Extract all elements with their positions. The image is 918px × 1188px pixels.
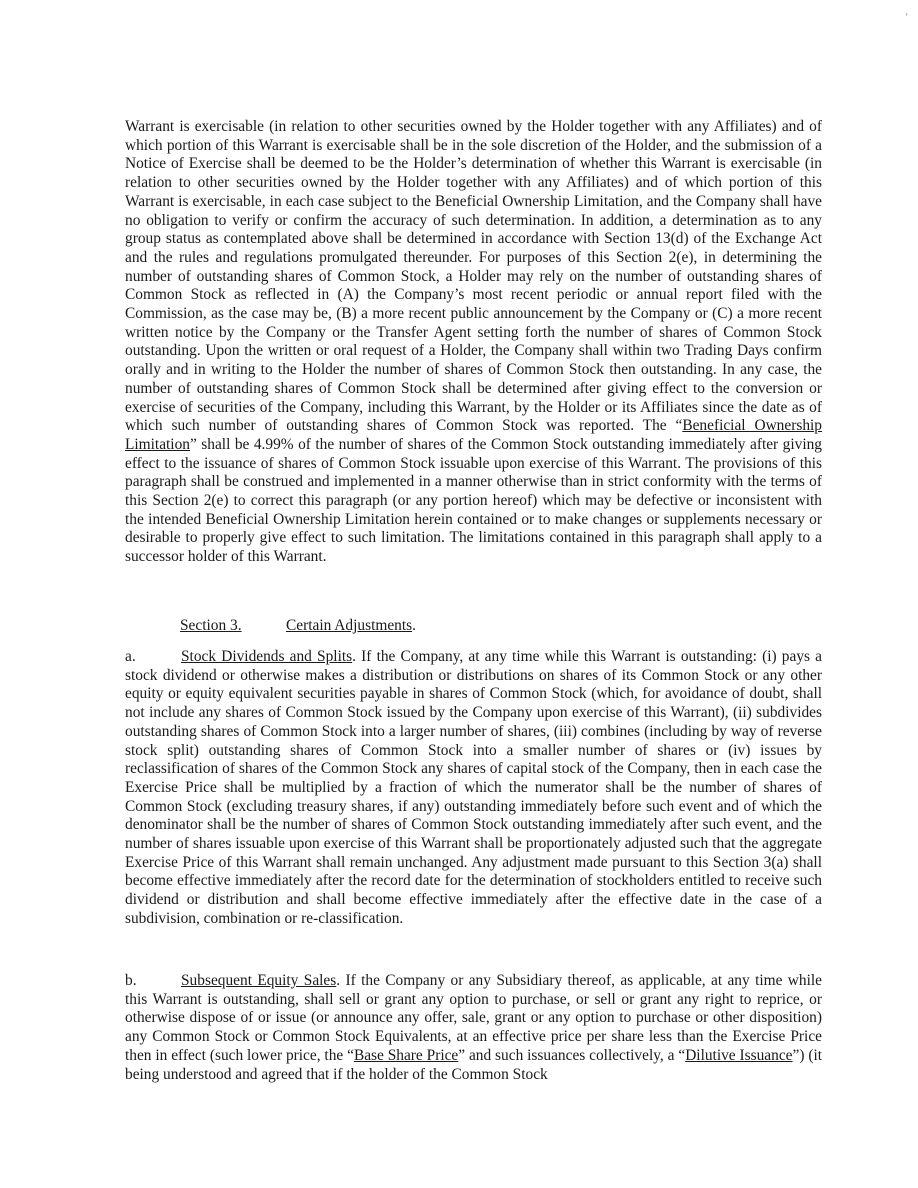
paragraph-text: Warrant is exercisable (in relation to other securities owned by the Holder together with any Affiliates) and of which portion of this Warrant is exercisable shall be in the sole discretion of the Holder, and the submission of a Notice of Exercise shall be deemed to be the Holder’s determination of whether this Warrant is exercisable (in relation to other securities owned by the Holder together with any Affiliates) and of which portion of this Warrant is exercisable, in each case subject to the Beneficial Ownership Limitation, and the Company shall have no obligation to verify or confirm the accuracy of such determination. In addition, a determination as to any group status as contemplated above shall be determined in accordance with Section 13(d) of the Exchange Act and the rules and regulations promulgated thereunder. For purposes of this Section 2(e), in determining the number of outstanding shares of Common Stock, a Holder may rely on the number of outstanding shares of Common Stock as reflected in (A) the Company’s most recent periodic or annual report filed with the Commission, as the case may be, (B) a more recent public announcement by the Company or (C) a more recent written notice by the Company or the Transfer Agent setting forth the number of shares of Common Stock outstanding. Upon the written or oral request of a Holder, the Company shall within two Trading Days confirm orally and in writing to the Holder the number of shares of Common Stock then outstanding. In any case, the number of outstanding shares of Common Stock shall be determined after giving effect to the conversion or exercise of securities of the Company, including this Warrant, by the Holder or its Affiliates since the date as of which such number of outstanding shares of Common Stock was reported. The “: [125, 118, 822, 435]
item-text: If the Company, at any time while this Warrant is outstanding: (i) pays a stock dividend or otherwise makes a distribution or distributions on shares of its Common Stock or any other equity or equity equivalent securities payable in shares of Common Stock (which, for avoidance of doubt, shall not include any shares of Common Stock issued by the Company upon exercise of this Warrant), (ii) subdivides outstanding shares of Common Stock into a larger number of shares, (iii) combines (including by way of reverse stock split) outstanding shares of Common Stock into a smaller number of shares or (iv) issues by reclassification of shares of the Common Stock any shares of capital stock of the Company, then in each case the Exercise Price shall be multiplied by a fraction of which the numerator shall be the number of shares of Common Stock (excluding treasury shares, if any) outstanding immediately before such event and of which the denominator shall be the number of shares of Common Stock outstanding immediately after such event, and the number of shares issuable upon exercise of this Warrant shall be proportionately adjusted such that the aggregate Exercise Price of this Warrant shall remain unchanged. Any adjustment made pursuant to this Section 3(a) shall become effective immediately after the record date for the determination of stockholders entitled to receive such dividend or distribution and shall become effective immediately after the effective date in the case of a subdivision, combination or re-classification.: [125, 648, 822, 927]
item-text-continued: ” and such issuances collectively, a “: [458, 1046, 686, 1064]
section-title: Certain Adjustments: [286, 617, 413, 634]
item-text: If the Company or any Subsidiary thereof, as applicable, at any time while this Warrant is outstanding, shall sell or grant any option to purchase, or sell or grant any right to reprice, or otherwise dispose of or issue (or announce any offer, sale, grant or any option to purchase or other disposition) any Common Stock or Common Stock Equivalents, at an effective price per share less than the Exercise Price then in effect (such lower price, the “: [125, 972, 823, 1064]
item-heading-suffix: .: [352, 648, 356, 665]
item-letter: b.: [125, 972, 137, 989]
scan-corner-mark: ': [905, 12, 908, 23]
paragraph-text-continued: ” shall be 4.99% of the number of shares of the Common Stock outstanding immediately after giving effect to the issuance of shares of Common Stock issuable upon exercise of this Warrant. The provisions of this paragraph shall be construed and implemented in a manner otherwise than in strict conformity with the terms of this Section 2(e) to correct this paragraph (or any portion hereof) which may be defective or inconsistent with the intended Beneficial Ownership Limitation herein contained or to make changes or supplements necessary or desirable to properly give effect to such limitation. The limitations contained in this paragraph shall apply to a successor holder of this Warrant.: [125, 435, 822, 566]
item-text-end: ”) (it being understood and agreed that if the holder of the Common Stock: [125, 1046, 823, 1083]
defined-term-base-share-price: Base Share Price: [353, 1046, 459, 1064]
defined-term-beneficial-ownership-limitation: Beneficial Ownership Limitation: [125, 417, 822, 453]
item-b-subsequent-equity-sales: [125, 972, 822, 1084]
item-heading: Stock Dividends and Splits: [181, 648, 353, 665]
section-number: Section 3.: [180, 617, 242, 634]
section-3-heading: [180, 616, 416, 635]
item-heading: Subsequent Equity Sales: [181, 972, 337, 989]
item-a-stock-dividends: [125, 648, 822, 929]
paragraph-beneficial-ownership: [125, 118, 822, 567]
item-letter: a.: [125, 648, 136, 665]
item-heading-suffix: .: [336, 972, 341, 989]
defined-term-dilutive-issuance: Dilutive Issuance: [685, 1046, 793, 1064]
section-title-suffix: .: [412, 617, 416, 634]
